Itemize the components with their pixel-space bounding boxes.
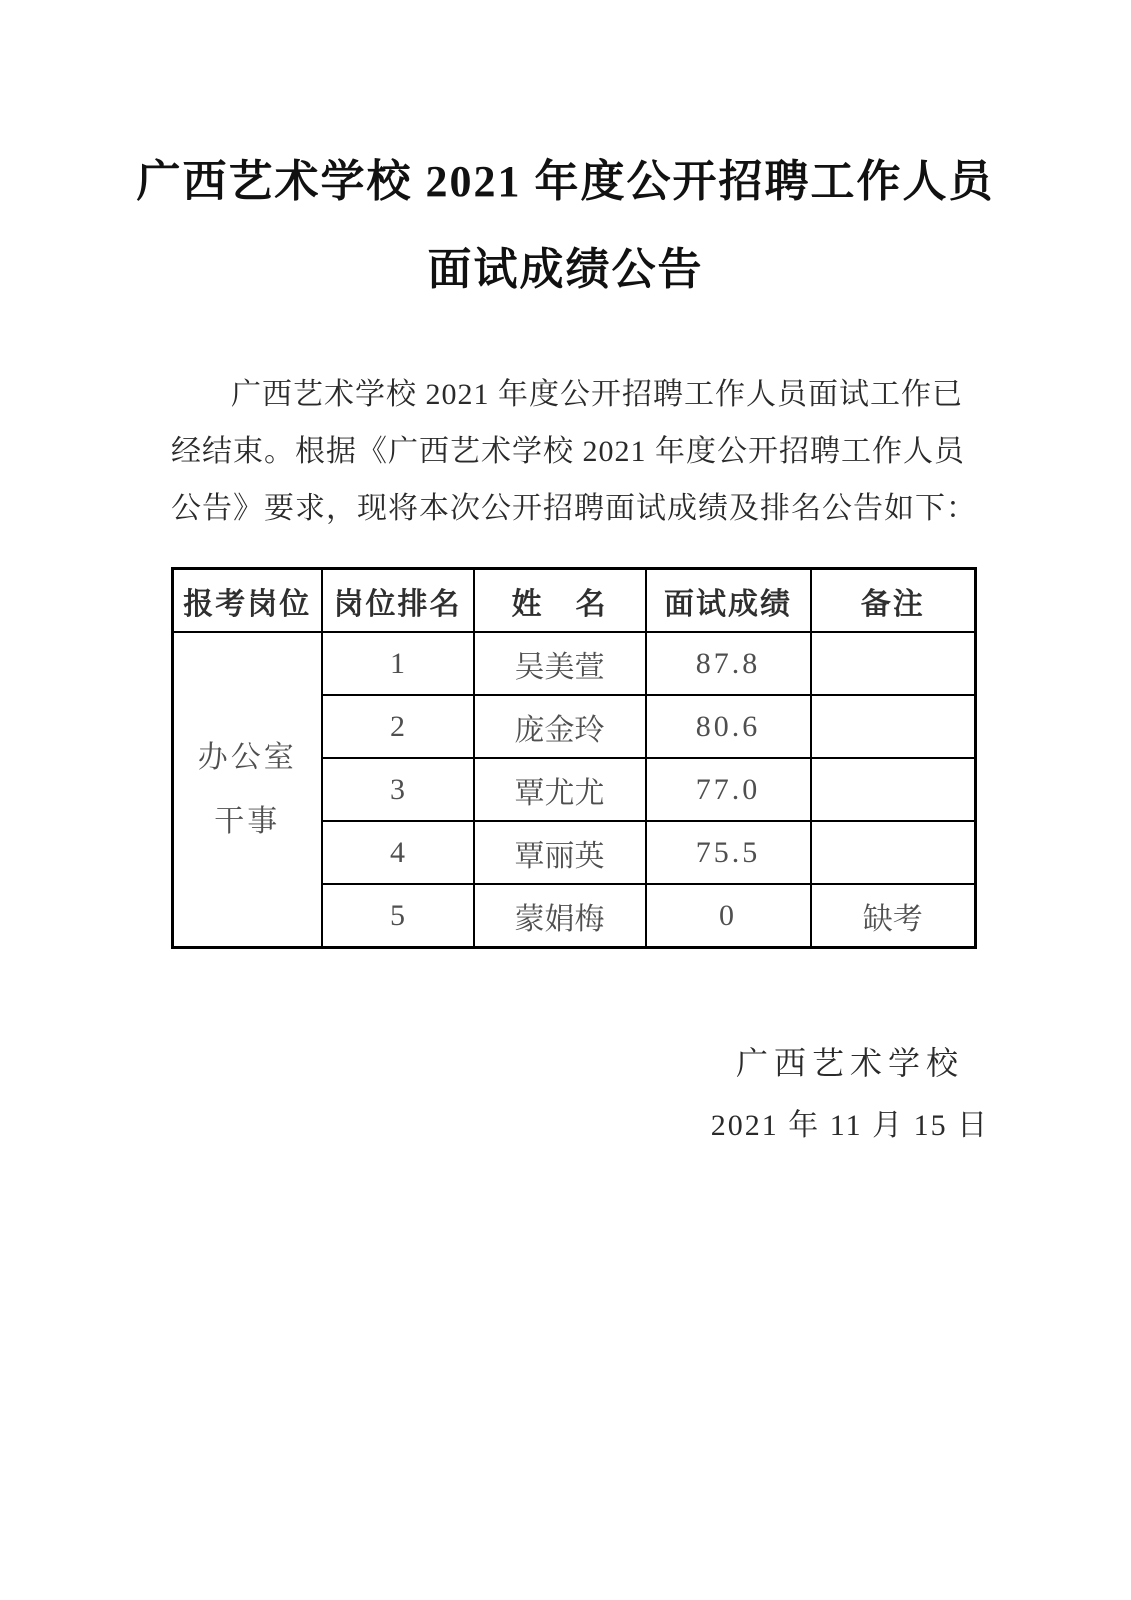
score-cell: 75.5 [646, 821, 811, 884]
name-cell: 吴美萱 [474, 632, 646, 695]
note-cell [811, 695, 976, 758]
note-cell [811, 821, 976, 884]
name-cell: 庞金玲 [474, 695, 646, 758]
header-cell-position: 报考岗位 [173, 569, 322, 633]
announcement-paragraph [171, 366, 977, 537]
score-cell: 77.0 [646, 758, 811, 821]
rank-cell: 1 [322, 632, 474, 695]
score-cell: 0 [646, 884, 811, 948]
header-cell-note: 备注 [811, 569, 976, 633]
rank-cell: 2 [322, 695, 474, 758]
position-line-2: 干事 [214, 804, 281, 838]
note-cell: 缺考 [811, 884, 976, 948]
header-cell-score: 面试成绩 [646, 569, 811, 633]
score-cell: 87.8 [646, 632, 811, 695]
name-cell: 蒙娟梅 [474, 884, 646, 948]
title-line-2: 面试成绩公告 [427, 245, 704, 294]
paragraph-line: 公告》要求，现将本次公开招聘面试成绩及排名公告如下： [171, 492, 977, 525]
name-cell: 覃丽英 [474, 821, 646, 884]
note-cell [811, 632, 976, 695]
paragraph-line: 广西艺术学校 2021 年度公开招聘工作人员面试工作已 [231, 378, 963, 411]
signature-date: 2021 年 11 月 15 日 [710, 1109, 990, 1142]
rank-cell: 5 [322, 884, 474, 948]
signature-name: 广西艺术学校 [735, 1045, 964, 1081]
note-cell [811, 758, 976, 821]
position-cell [173, 632, 322, 948]
title-line-1: 广西艺术学校 2021 年度公开招聘工作人员 [136, 157, 995, 206]
score-cell: 80.6 [646, 695, 811, 758]
header-cell-rank: 岗位排名 [322, 569, 474, 633]
table-header-row [173, 569, 976, 633]
name-cell: 覃尤尤 [474, 758, 646, 821]
paragraph-line: 经结束。根据《广西艺术学校 2021 年度公开招聘工作人员 [171, 435, 965, 468]
results-table [171, 567, 977, 949]
rank-cell: 3 [322, 758, 474, 821]
position-line-1: 办公室 [197, 740, 297, 774]
document-title [0, 138, 1131, 314]
header-cell-name: 姓 名 [474, 569, 646, 633]
rank-cell: 4 [322, 821, 474, 884]
table-row [173, 632, 976, 695]
